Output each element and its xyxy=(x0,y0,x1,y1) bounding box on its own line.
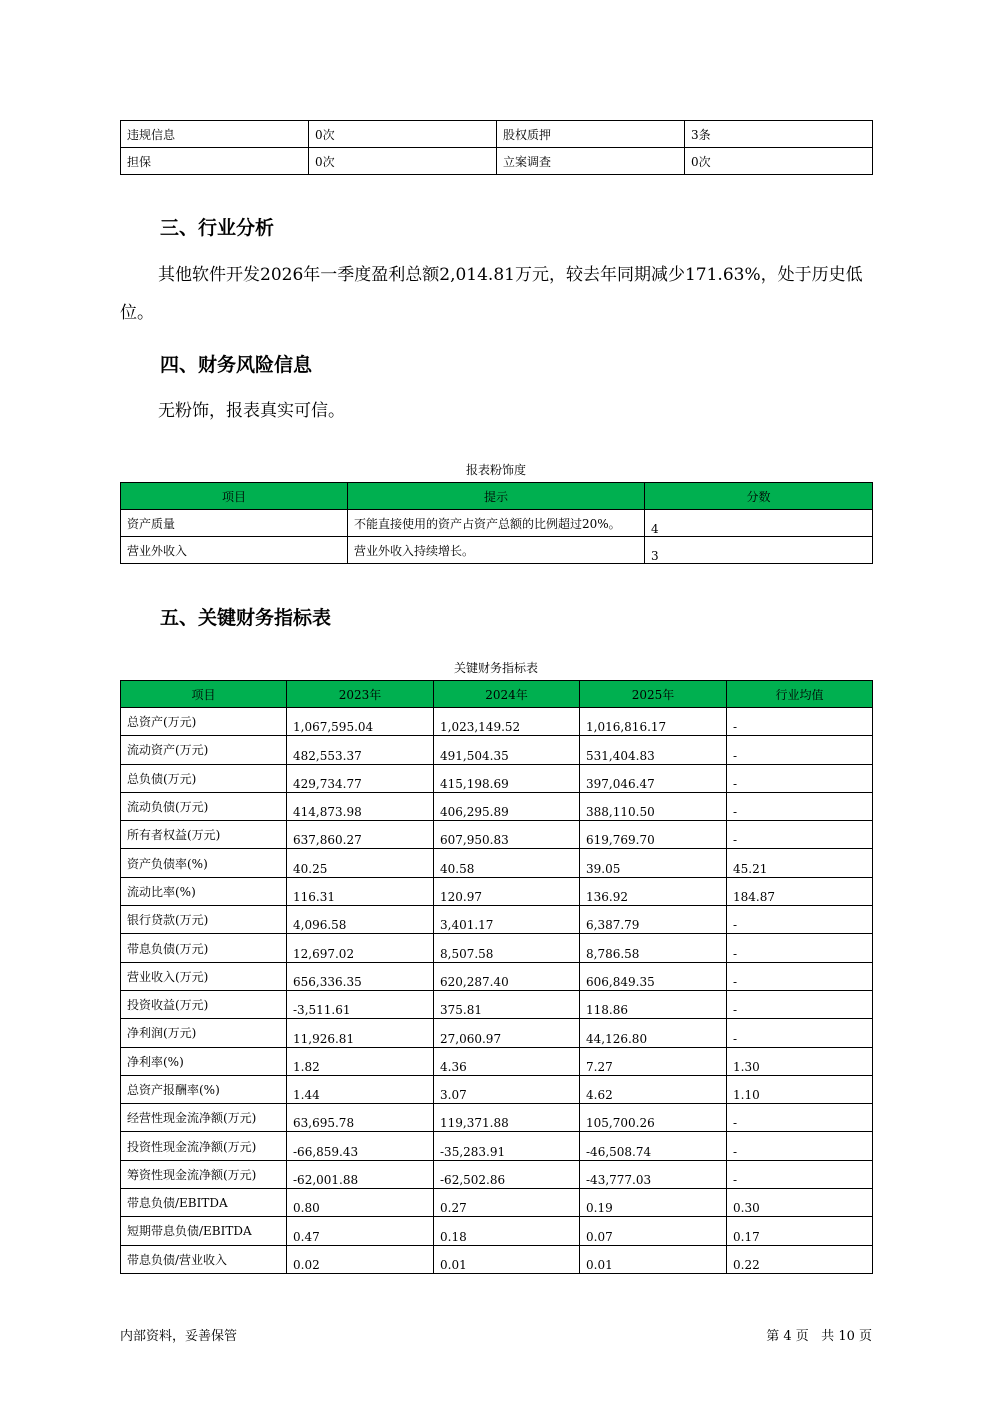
table-cell: -66,859.43 xyxy=(287,1132,434,1160)
table-cell: 397,046.47 xyxy=(580,764,727,792)
table-cell: -43,777.03 xyxy=(580,1160,727,1188)
footer-confidential: 内部资料，妥善保管 xyxy=(120,1329,238,1344)
table-cell: 3条 xyxy=(685,121,873,148)
table-cell: 120.97 xyxy=(434,877,580,905)
table-cell: 39.05 xyxy=(580,849,727,877)
row-label: 所有者权益(万元) xyxy=(121,821,287,849)
table-cell: 4.62 xyxy=(580,1075,727,1103)
table-cell: 担保 xyxy=(121,148,309,175)
table-cell: 637,860.27 xyxy=(287,821,434,849)
table-cell: 1.30 xyxy=(727,1047,873,1075)
section-title-kpi: 五、关键财务指标表 xyxy=(160,607,332,629)
row-label: 总资产报酬率(%) xyxy=(121,1075,287,1103)
table-cell: 0.27 xyxy=(434,1189,580,1217)
risk-info-body xyxy=(121,121,873,175)
table-row xyxy=(121,736,873,764)
table-row xyxy=(121,510,873,537)
table-cell: 136.92 xyxy=(580,877,727,905)
table-row xyxy=(121,934,873,962)
fraud-table xyxy=(120,482,873,564)
table-cell: 388,110.50 xyxy=(580,792,727,820)
row-label: 带息负债(万元) xyxy=(121,934,287,962)
table-cell: 0.80 xyxy=(287,1189,434,1217)
row-label: 短期带息负债/EBITDA xyxy=(121,1217,287,1245)
row-label: 总资产(万元) xyxy=(121,708,287,736)
table-cell: - xyxy=(727,934,873,962)
table-cell: - xyxy=(727,990,873,1018)
column-header: 分数 xyxy=(645,483,873,510)
table-cell: 4,096.58 xyxy=(287,906,434,934)
table-row xyxy=(121,962,873,990)
table-cell: 1.10 xyxy=(727,1075,873,1103)
row-label: 投资收益(万元) xyxy=(121,990,287,1018)
table-cell: 0次 xyxy=(309,148,497,175)
table-row xyxy=(121,877,873,905)
table-row xyxy=(121,1217,873,1245)
table-header-row xyxy=(121,681,873,708)
table-cell: 1,023,149.52 xyxy=(434,708,580,736)
table-cell: 不能直接使用的资产占资产总额的比例超过20%。 xyxy=(348,510,645,537)
industry-analysis-text xyxy=(120,256,872,332)
table-cell: - xyxy=(727,1019,873,1047)
table-cell: 8,786.58 xyxy=(580,934,727,962)
table-row xyxy=(121,708,873,736)
table-cell: 606,849.35 xyxy=(580,962,727,990)
row-label: 流动资产(万元) xyxy=(121,736,287,764)
table-cell: 3.07 xyxy=(434,1075,580,1103)
table-row xyxy=(121,121,873,148)
table-cell: 1.44 xyxy=(287,1075,434,1103)
table-cell: 7.27 xyxy=(580,1047,727,1075)
table-row xyxy=(121,1019,873,1047)
table-row xyxy=(121,1075,873,1103)
table-cell: 0.01 xyxy=(434,1245,580,1273)
table-cell: 0次 xyxy=(685,148,873,175)
table-cell: 3 xyxy=(645,537,873,564)
table-cell: 415,198.69 xyxy=(434,764,580,792)
table-cell: 12,697.02 xyxy=(287,934,434,962)
table-row xyxy=(121,792,873,820)
kpi-table-body xyxy=(121,708,873,1274)
table-cell: 0.18 xyxy=(434,1217,580,1245)
table-row xyxy=(121,990,873,1018)
table-cell: - xyxy=(727,708,873,736)
table-cell: 119,371.88 xyxy=(434,1104,580,1132)
table-cell: 0.47 xyxy=(287,1217,434,1245)
table-cell: 1.82 xyxy=(287,1047,434,1075)
column-header: 项目 xyxy=(121,483,348,510)
table-cell: 429,734.77 xyxy=(287,764,434,792)
table-cell: 8,507.58 xyxy=(434,934,580,962)
row-label: 带息负债/EBITDA xyxy=(121,1189,287,1217)
table-cell: 105,700.26 xyxy=(580,1104,727,1132)
row-label: 营业收入(万元) xyxy=(121,962,287,990)
table-cell: - xyxy=(727,1160,873,1188)
table-cell: - xyxy=(727,962,873,990)
table-cell: 4.36 xyxy=(434,1047,580,1075)
kpi-table-caption: 关键财务指标表 xyxy=(453,661,538,675)
table-cell: 491,504.35 xyxy=(434,736,580,764)
financial-risk-text xyxy=(120,392,872,430)
table-cell: 607,950.83 xyxy=(434,821,580,849)
table-cell: 118.86 xyxy=(580,990,727,1018)
row-label: 净利率(%) xyxy=(121,1047,287,1075)
row-label: 资产负债率(%) xyxy=(121,849,287,877)
footer-page-number: 第 4 页 共 10 页 xyxy=(766,1329,872,1344)
table-header-row xyxy=(121,483,873,510)
fraud-table-caption: 报表粉饰度 xyxy=(465,463,526,477)
table-cell: - xyxy=(727,1132,873,1160)
kpi-table-head xyxy=(121,681,873,708)
table-cell: 4 xyxy=(645,510,873,537)
table-cell: 股权质押 xyxy=(497,121,685,148)
section-title-industry: 三、行业分析 xyxy=(160,217,275,239)
table-cell: 619,769.70 xyxy=(580,821,727,849)
table-cell: 11,926.81 xyxy=(287,1019,434,1047)
column-header: 行业均值 xyxy=(727,681,873,708)
section-title-financial-risk: 四、财务风险信息 xyxy=(160,354,313,376)
table-cell: 营业外收入持续增长。 xyxy=(348,537,645,564)
table-cell: 27,060.97 xyxy=(434,1019,580,1047)
table-cell: 184.87 xyxy=(727,877,873,905)
fraud-table-body xyxy=(121,510,873,564)
table-cell: 1,016,816.17 xyxy=(580,708,727,736)
table-cell: 40.25 xyxy=(287,849,434,877)
column-header: 2023年 xyxy=(287,681,434,708)
table-cell: 1,067,595.04 xyxy=(287,708,434,736)
table-cell: 45.21 xyxy=(727,849,873,877)
row-label: 净利润(万元) xyxy=(121,1019,287,1047)
table-cell: 414,873.98 xyxy=(287,792,434,820)
table-row xyxy=(121,821,873,849)
table-cell: 482,553.37 xyxy=(287,736,434,764)
table-cell: 656,336.35 xyxy=(287,962,434,990)
table-cell: 0.07 xyxy=(580,1217,727,1245)
table-row xyxy=(121,849,873,877)
row-label: 带息负债/营业收入 xyxy=(121,1245,287,1273)
table-cell: 0.02 xyxy=(287,1245,434,1273)
table-row xyxy=(121,1245,873,1273)
table-cell: -3,511.61 xyxy=(287,990,434,1018)
table-cell: 立案调查 xyxy=(497,148,685,175)
table-row xyxy=(121,1104,873,1132)
table-cell: -62,001.88 xyxy=(287,1160,434,1188)
kpi-table xyxy=(120,680,873,1274)
row-label: 投资性现金流净额(万元) xyxy=(121,1132,287,1160)
table-cell: -35,283.91 xyxy=(434,1132,580,1160)
table-cell: 3,401.17 xyxy=(434,906,580,934)
table-cell: 资产质量 xyxy=(121,510,348,537)
table-cell: - xyxy=(727,906,873,934)
row-label: 流动比率(%) xyxy=(121,877,287,905)
table-row xyxy=(121,1132,873,1160)
table-cell: 531,404.83 xyxy=(580,736,727,764)
table-cell: 0.01 xyxy=(580,1245,727,1273)
table-cell: 116.31 xyxy=(287,877,434,905)
row-label: 经营性现金流净额(万元) xyxy=(121,1104,287,1132)
table-cell: 620,287.40 xyxy=(434,962,580,990)
table-row xyxy=(121,148,873,175)
financial-risk-content: 无粉饰，报表真实可信。 xyxy=(158,401,345,421)
table-cell: - xyxy=(727,821,873,849)
table-cell: 0.17 xyxy=(727,1217,873,1245)
row-label: 银行贷款(万元) xyxy=(121,906,287,934)
table-cell: - xyxy=(727,1104,873,1132)
row-label: 流动负债(万元) xyxy=(121,792,287,820)
row-label: 总负债(万元) xyxy=(121,764,287,792)
table-cell: - xyxy=(727,736,873,764)
table-cell: 63,695.78 xyxy=(287,1104,434,1132)
table-cell: -46,508.74 xyxy=(580,1132,727,1160)
table-cell: - xyxy=(727,764,873,792)
industry-analysis-content: 其他软件开发2026年一季度盈利总额2,014.81万元，较去年同期减少171.63%，处于历史低位。 xyxy=(120,265,863,323)
table-row xyxy=(121,1160,873,1188)
table-row xyxy=(121,1189,873,1217)
table-cell: 0次 xyxy=(309,121,497,148)
column-header: 2025年 xyxy=(580,681,727,708)
row-label: 筹资性现金流净额(万元) xyxy=(121,1160,287,1188)
table-row xyxy=(121,764,873,792)
fraud-table-head xyxy=(121,483,873,510)
table-cell: 0.30 xyxy=(727,1189,873,1217)
table-cell: 营业外收入 xyxy=(121,537,348,564)
table-cell: 406,295.89 xyxy=(434,792,580,820)
table-row xyxy=(121,537,873,564)
column-header: 2024年 xyxy=(434,681,580,708)
table-cell: 违规信息 xyxy=(121,121,309,148)
table-row xyxy=(121,1047,873,1075)
risk-info-table xyxy=(120,120,873,175)
table-cell: 0.19 xyxy=(580,1189,727,1217)
table-cell: 6,387.79 xyxy=(580,906,727,934)
column-header: 提示 xyxy=(348,483,645,510)
table-cell: -62,502.86 xyxy=(434,1160,580,1188)
table-row xyxy=(121,906,873,934)
table-cell: 375.81 xyxy=(434,990,580,1018)
table-cell: 0.22 xyxy=(727,1245,873,1273)
table-cell: 40.58 xyxy=(434,849,580,877)
column-header: 项目 xyxy=(121,681,287,708)
table-cell: - xyxy=(727,792,873,820)
table-cell: 44,126.80 xyxy=(580,1019,727,1047)
